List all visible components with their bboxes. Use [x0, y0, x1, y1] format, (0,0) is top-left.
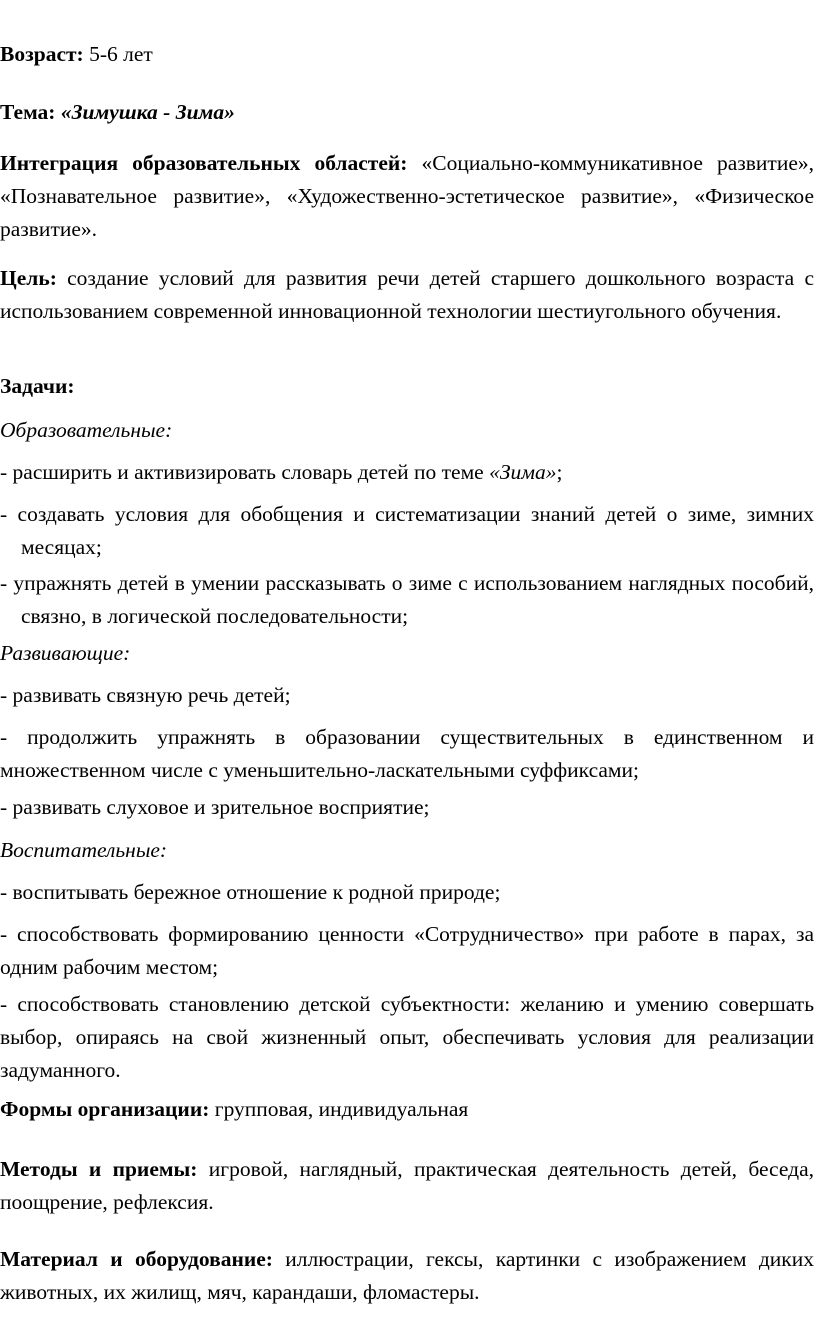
tasks-heading: Задачи:	[0, 374, 75, 398]
forms-line	[0, 1093, 814, 1126]
integration-label: Интеграция образовательных областей:	[0, 151, 408, 175]
methods-paragraph	[0, 1153, 814, 1219]
developmental-heading: Развивающие:	[0, 641, 131, 665]
upbringing-item-3: - способствовать становлению детской субъектности: желанию и умению совершать выбор, опираясь на свой жизненный опыт, обеспечивать условия для реализации задуманного.	[0, 992, 814, 1082]
age-label: Возраст:	[0, 42, 84, 66]
integration-paragraph	[0, 147, 814, 246]
materials-label: Материал и оборудование:	[0, 1247, 273, 1271]
age-line	[0, 38, 814, 71]
upbringing-heading: Воспитательные:	[0, 838, 168, 862]
developmental-item-2: - продолжить упражнять в образовании существительных в единственном и множественном числе с уменьшительно-ласкательными суффиксами;	[0, 725, 814, 782]
topic-label: Тема:	[0, 100, 56, 124]
educational-item-1: - расширить и активизировать словарь детей по теме «Зима»;	[0, 460, 563, 484]
developmental-item-3: - развивать слуховое и зрительное восприятие;	[0, 795, 430, 819]
topic-value: «Зимушка - Зима»	[60, 100, 235, 124]
forms-label: Формы организации:	[0, 1097, 210, 1121]
materials-paragraph	[0, 1243, 814, 1309]
methods-label: Методы и приемы:	[0, 1157, 198, 1181]
goal-paragraph	[0, 262, 814, 328]
upbringing-item-1: - воспитывать бережное отношение к родной природе;	[0, 880, 501, 904]
age-value: 5-6 лет	[83, 42, 153, 66]
developmental-item-1: - развивать связную речь детей;	[0, 683, 291, 707]
educational-heading: Образовательные:	[0, 418, 173, 442]
methods-value: игровой, наглядный, практическая деятельность детей, беседа, поощрение, рефлексия.	[0, 1157, 814, 1214]
goal-label: Цель:	[0, 266, 57, 290]
educational-item-3: - упражнять детей в умении рассказывать о зиме с использованием наглядных пособий, связно, в логической последовательности;	[0, 571, 814, 628]
materials-value: иллюстрации, гексы, картинки с изображением диких животных, их жилищ, мяч, карандаши, фломастеры.	[0, 1247, 814, 1304]
forms-value: групповая, индивидуальная	[209, 1097, 469, 1121]
goal-value: создание условий для развития речи детей старшего дошкольного возраста с использованием современной инновационной технологии шестиугольного обучения.	[0, 266, 814, 323]
educational-item-2: - создавать условия для обобщения и систематизации знаний детей о зиме, зимних месяцах;	[0, 502, 814, 559]
topic-line	[0, 96, 814, 129]
integration-value: «Социально-коммуникативное развитие», «Познавательное развитие», «Художественно-эстетическое развитие», «Физическое развитие».	[0, 151, 815, 241]
upbringing-item-2: - способствовать формированию ценности «Сотрудничество» при работе в парах, за одним рабочим местом;	[0, 922, 814, 979]
